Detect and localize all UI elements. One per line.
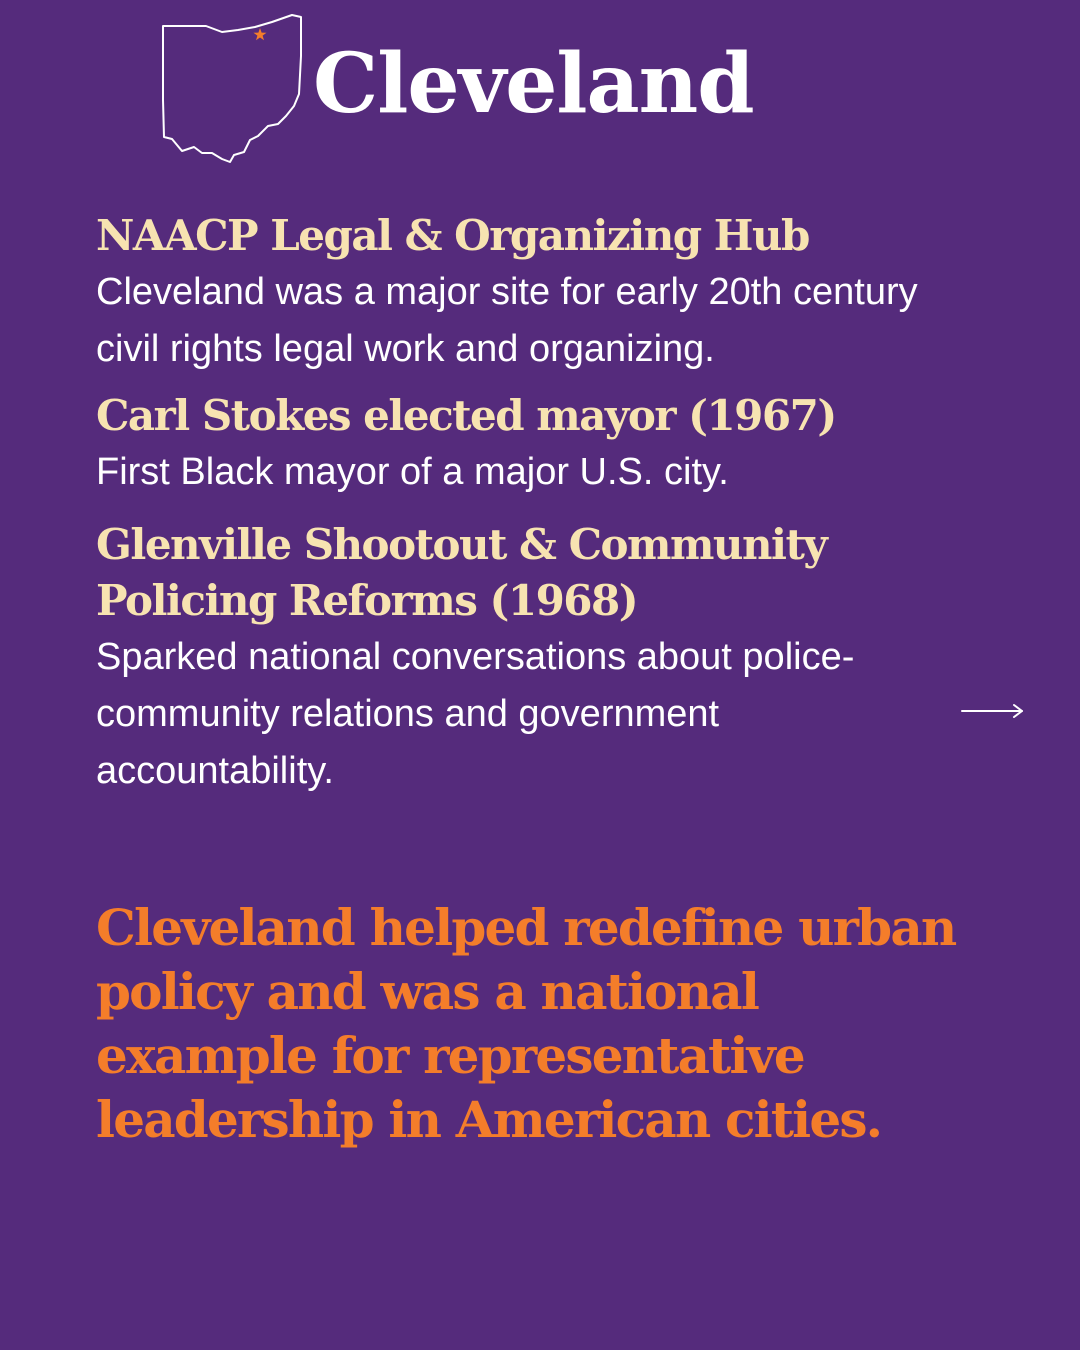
arrow-right-icon[interactable] bbox=[958, 695, 1028, 727]
page-title: Cleveland bbox=[313, 36, 754, 132]
event-item bbox=[96, 517, 936, 800]
ohio-outline-icon bbox=[160, 12, 305, 168]
event-description: First Black mayor of a major U.S. city. bbox=[96, 451, 729, 493]
header bbox=[160, 12, 860, 172]
event-title: NAACP Legal & Organizing Hub bbox=[96, 211, 809, 260]
event-item bbox=[96, 208, 936, 378]
event-description: Cleveland was a major site for early 20th century civil rights legal work and organizing. bbox=[96, 271, 918, 370]
event-title: Glenville Shootout & Community Policing Reforms (1968) bbox=[96, 520, 827, 625]
event-list bbox=[96, 208, 936, 800]
event-title: Carl Stokes elected mayor (1967) bbox=[96, 391, 836, 440]
event-item bbox=[96, 388, 936, 501]
conclusion-text: Cleveland helped redefine urban policy and was a national example for representative leadership in American cities. bbox=[96, 898, 956, 1149]
event-description: Sparked national conversations about police-community relations and government accountability. bbox=[96, 636, 855, 792]
star-icon bbox=[254, 28, 267, 40]
